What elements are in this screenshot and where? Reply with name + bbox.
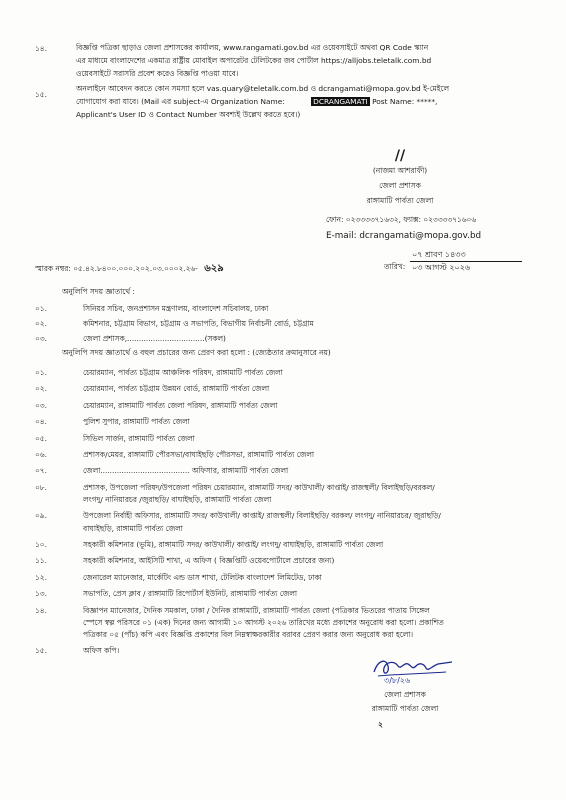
copy-action-item-line: সহকারী কমিশনার, আইসিটি শাখা, এ অফিস ( বিজ্ঞপ্তিটি ওয়েবপোর্টালে প্রচারের জন্য) <box>83 556 335 566</box>
copy-action-item-line: স্পেসে স্বল্প পরিসরে ০১ (এক) দিনের জন্য আগামী ১০ আগস্ট ২০২৬ তারিখের মধ্যে প্রকাশের অনুরোধ করা হলো। প্রকাশিত <box>83 617 444 627</box>
copy-info-item-text: জেলা প্রশাসক,.................................(সকল) <box>83 334 226 343</box>
copy-action-item-number: ১১. <box>35 556 47 566</box>
copy-action-item-number: ০২. <box>35 384 47 394</box>
copy-action-item-line: বিজ্ঞাপন ম্যানেজার, দৈনিক সমকাল, ঢাকা / দৈনিক রাঙ্গামাটি, রাঙ্গামাটি পার্বত্য জেলা (পত্রিকার ভিতরের পাতায় সিঙ্গেল <box>83 605 430 615</box>
copy-action-item-line: পুলিশ সুপার, রাঙ্গামাটি পার্বত্য জেলা <box>83 417 190 427</box>
date-label: তারিখ: <box>384 262 406 271</box>
organization-name-highlight: DCRANGAMATI <box>313 97 368 106</box>
signatory-phone: ফোন: ০২৩৩৩৩৭১৬৩২, ফ্যাক্স: ০২৩৩৩৩৭১৬০৬ <box>326 215 477 224</box>
date-english: ০৩ আগস্ট ২০২৬ <box>412 263 471 272</box>
bottom-signatory-title: জেলা প্রশাসক <box>384 690 426 699</box>
page-number: ২ <box>378 720 383 729</box>
paragraph-15-line-3: Applicant's User ID ও Contact Number অবশ্যই উল্লেখ করতে হবে।) <box>76 110 301 119</box>
copy-action-item-line: বাঘাইছড়ি, রাঙ্গামাটি পার্বত্য জেলা <box>83 523 183 533</box>
copy-action-item-number: ০৪. <box>35 417 47 427</box>
copy-action-item-number: ০৬. <box>35 450 47 459</box>
signatory-district: রাঙ্গামাটি পার্বত্য জেলা <box>366 196 434 205</box>
copy-action-item-number: ১০. <box>35 540 47 549</box>
memo-number <box>35 264 224 274</box>
copy-action-item-line: পত্রিকার ০৫ (পাঁচ) কপি এবং বিজ্ঞপ্তি প্রকাশের বিল নিম্নস্বাক্ষরকারীর বরাবর প্রেরণ করার জন্য অনুরোধ করা হলো। <box>83 630 414 639</box>
copy-action-item-line: সহকারী কমিশনার (ভূমি), রাঙ্গামাটি সদর/ কাউখালী/ কাপ্তাই/ লংগদু/ বাঘাইছড়ি, রাঙ্গামাটি পার্বত্য জেলা <box>83 540 384 549</box>
copy-action-item-line: লংগদু/ নানিয়ারচর /জুরাছড়ি/ বাঘাইছড়ি, রাঙ্গামাটি পার্বত্য জেলা <box>83 495 272 504</box>
signatory-email: E-mail: dcrangamati@mopa.gov.bd <box>326 231 482 241</box>
copy-info-heading: অনুলিপি সদয় জ্ঞাতার্থে : <box>62 287 135 296</box>
signature-scribble <box>368 652 458 686</box>
bottom-signatory-district: রাঙ্গামাটি পার্বত্য জেলা <box>371 704 439 713</box>
copy-action-item-number: ১৩. <box>35 589 47 599</box>
paragraph-15-line-1: অনলাইনে আবেদন করতে কোন সমস্যা হলে vas.quary@teletalk.com.bd ও dcrangamati@mopa.gov.bd ই-মেইলে <box>76 84 450 93</box>
copy-action-item-line: সভাপতি, প্রেস ক্লাব / রাঙ্গামাটি রিপোর্টার্স ইউনিট, রাঙ্গামাটি পার্বত্য জেলা <box>83 589 298 599</box>
signatory-name: (নাজমা আশরাফী) <box>372 166 428 175</box>
date-divider <box>410 261 522 262</box>
copy-action-item-line: উপজেলা নির্বাহী অফিসার, রাঙ্গামাটি সদর/ কাউখালী/ কাপ্তাই/ রাজস্থলী/ বিলাইছড়ি/ বরকল/ লংগদু/ নানিয়ারচর/ জুরাছড়ি/ <box>83 511 441 521</box>
paragraph-15-line-2-pre: যোগাযোগ করা যাবে। (Mail এর subject-এ Organization Name: <box>76 97 285 106</box>
item-number-14: ১৪. <box>35 44 47 53</box>
signatory-title: জেলা প্রশাসক <box>379 181 421 190</box>
copy-action-item-number: ০৩. <box>35 400 47 410</box>
copy-action-item-number: ১২. <box>35 572 47 582</box>
copy-action-item-line: প্রশাসক/মেয়র, রাঙ্গামাটি পৌরসভা/বাঘাইছড়ি পৌরসভা, রাঙ্গামাটি পার্বত্য জেলা <box>83 450 315 459</box>
copy-action-item-line: প্রশাসক, উপজেলা পরিষদ/উপজেলা পরিষদ চেয়ারম্যান, রাঙ্গামাটি সদর/ কাউখালী/ কাপ্তাই/ রাজস্থলী/ বিলাইছড়ি/বরকল/ <box>83 482 435 492</box>
paragraph-14-line-2: এর মাধ্যমে বাংলাদেশের একমাত্র রাষ্ট্রীয় মোবাইল অপারেটর টেলিটকের জব পোর্টাল https://alljobs.teletalk.com.bd <box>76 56 432 65</box>
copy-action-item-number: ০৫. <box>35 433 47 443</box>
signed-mark: // <box>394 148 406 164</box>
paragraph-15-line-2 <box>76 97 437 107</box>
copy-action-item-line: জেনারেল ম্যানেজার, মার্কেটিং এন্ড ডাস শাখা, টেলিটক বাংলাদেশ লিমিটেড, ঢাকা <box>83 572 322 582</box>
copy-action-item-number: ১৫. <box>35 646 47 656</box>
memo-number-handwritten: ৬২৯ <box>204 263 224 274</box>
copy-action-item-line: অফিস কপি। <box>83 646 120 656</box>
paragraph-14-line-3: ওয়েবসাইটে সরাসরি প্রবেশ করেও বিজ্ঞপ্তি পাওয়া যাবে। <box>76 69 239 78</box>
copy-info-item-number: ০১. <box>35 304 47 313</box>
paragraph-15-line-2-post: Post Name: *****, <box>372 97 438 106</box>
signature-date: ৩/৮/২৬ <box>384 676 411 685</box>
item-number-15: ১৫. <box>35 90 47 99</box>
copy-action-item-number: ০৯. <box>35 511 47 521</box>
copy-info-item-number: ০২. <box>35 319 47 328</box>
copy-action-item-line: চেয়ারম্যান, পার্বত্য চট্টগ্রাম আঞ্চলিক পরিষদ, রাঙ্গামাটি পার্বত্য জেলা <box>83 368 283 377</box>
paragraph-14-line-1: বিজ্ঞপ্তি পত্রিকা ছাড়াও জেলা প্রশাসকের কার্যালয়, www.rangamati.gov.bd এর ওয়েবসাইটে অথবা QR Code স্ক্যান <box>76 43 429 52</box>
date-bangla: ০৭ শ্রাবণ ১৪৩৩ <box>412 250 466 259</box>
memo-number-printed: স্মারক নম্বর: ০৫.৪২.৮৪০০.০০০.২০২.০৩.০০০২.২৬- <box>35 264 198 273</box>
copy-action-heading: অনুলিপি সদয় জ্ঞাতার্থে ও বহুল প্রচারের জন্য প্রেরণ করা হলো : (জ্যেষ্ঠতার ক্রমানুসারে নয়) <box>62 348 331 357</box>
copy-action-item-number: ১৪. <box>35 605 47 615</box>
copy-action-item-number: ০৭. <box>35 466 47 476</box>
copy-info-item-number: ০৩. <box>35 334 47 343</box>
copy-action-item-number: ০১. <box>35 368 47 377</box>
copy-action-item-line: সিভিল সার্জন, রাঙ্গামাটি পার্বত্য জেলা <box>83 433 195 443</box>
copy-action-item-line: জেলা...................................... অফিসার, রাঙ্গামাটি পার্বত্য জেলা <box>83 466 289 476</box>
copy-action-item-line: চেয়ারম্যান, পার্বত্য চট্টগ্রাম উন্নয়ন বোর্ড, রাঙ্গামাটি পার্বত্য জেলা <box>83 384 270 394</box>
copy-action-item-number: ০৮. <box>35 482 47 492</box>
copy-info-item-text: সিনিয়র সচিব, জনপ্রশাসন মন্ত্রণালয়, বাংলাদেশ সচিবালয়, ঢাকা <box>83 304 269 313</box>
copy-info-item-text: কমিশনার, চট্টগ্রাম বিভাগ, চট্টগ্রাম ও সভাপতি, বিভাগীয় নির্বাচনী বোর্ড, চট্টগ্রাম <box>83 319 314 328</box>
copy-action-item-line: চেয়ারম্যান, রাঙ্গামাটি পার্বত্য জেলা পরিষদ, রাঙ্গামাটি পার্বত্য জেলা <box>83 400 278 410</box>
